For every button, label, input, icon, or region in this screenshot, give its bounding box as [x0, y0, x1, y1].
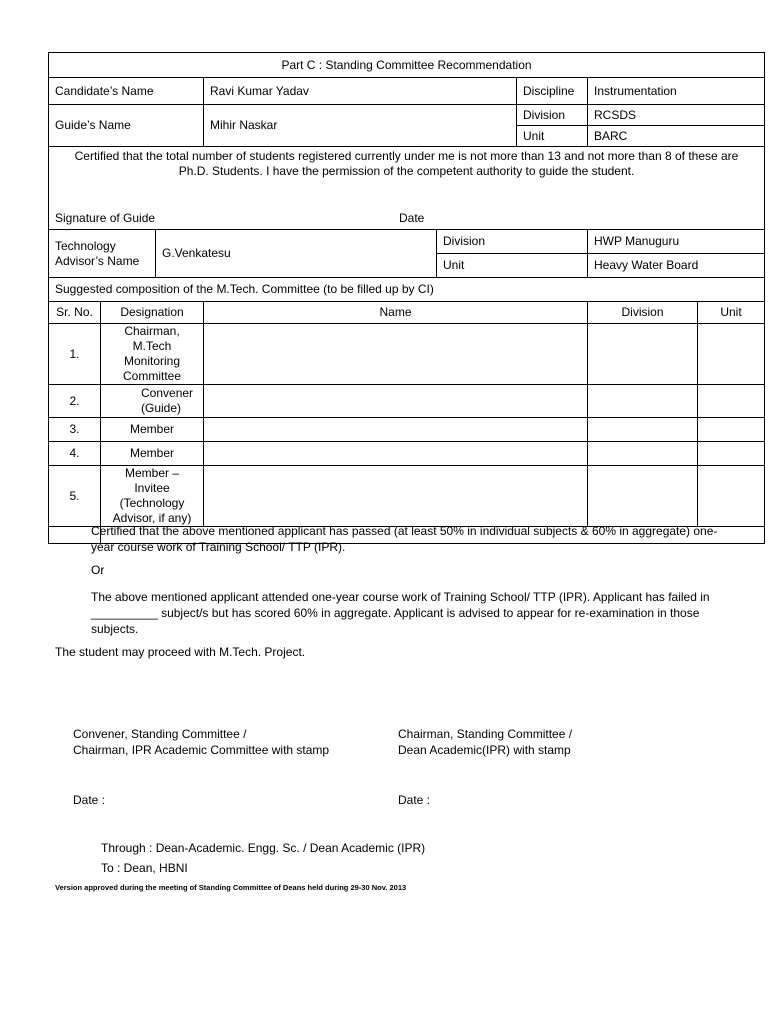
- row-designation: Chairman, M.Tech Monitoring Committee: [101, 324, 204, 385]
- column-header-division: Division: [588, 302, 698, 324]
- row-designation: Convener (Guide): [101, 385, 204, 418]
- tech-advisor-unit-value: Heavy Water Board: [588, 254, 765, 278]
- row-division-cell[interactable]: [588, 418, 698, 442]
- row-division-cell[interactable]: [588, 324, 698, 385]
- certification-block: [49, 147, 765, 230]
- form-title: Part C : Standing Committee Recommendation: [49, 53, 765, 78]
- row-designation: Member: [101, 418, 204, 442]
- left-signature-line2: Chairman, IPR Academic Committee with stamp: [73, 743, 330, 757]
- row-sr-no: 5.: [49, 466, 101, 527]
- right-signature-line1: Chairman, Standing Committee /: [398, 727, 573, 741]
- guide-unit-value: BARC: [588, 126, 765, 147]
- tech-advisor-division-value: HWP Manuguru: [588, 230, 765, 254]
- row-name-cell[interactable]: [204, 385, 588, 418]
- row-unit-cell[interactable]: [698, 442, 765, 466]
- right-signature-title: [398, 726, 572, 758]
- row-name-cell[interactable]: [204, 418, 588, 442]
- certification-text: Certified that the total number of students registered currently under me is not more than 13 and not more than 8 of these are Ph.D. Students. I have the permission of the competent authority to guide the student.: [74, 149, 739, 178]
- committee-composition-label: Suggested composition of the M.Tech. Committee (to be filled up by CI): [49, 278, 765, 302]
- right-date-label: Date :: [398, 793, 431, 807]
- row-sr-no: 1.: [49, 324, 101, 385]
- version-note: Version approved during the meeting of Standing Committee of Deans held during 29-30 Nov. 2013: [55, 883, 407, 892]
- guide-name-label: Guide’s Name: [49, 105, 204, 147]
- failed-certification-text: The above mentioned applicant attended one-year course work of Training School/ TTP (IPR). Applicant has failed in __________ subject/s but has scored 60% in aggregate. Applicant is advised to appear for re-examination in those subjects.: [91, 590, 710, 636]
- guide-division-label: Division: [517, 105, 588, 126]
- row-designation: Member – Invitee (Technology Advisor, if any): [101, 466, 204, 527]
- tech-advisor-label: Technology Advisor’s Name: [49, 230, 156, 278]
- guide-division-value: RCSDS: [588, 105, 765, 126]
- tech-advisor-value: G.Venkatesu: [156, 230, 437, 278]
- discipline-label: Discipline: [517, 78, 588, 105]
- row-sr-no: 2.: [49, 385, 101, 418]
- row-designation: Member: [101, 442, 204, 466]
- row-sr-no: 3.: [49, 418, 101, 442]
- table-row: [49, 466, 765, 527]
- table-row: [49, 385, 765, 418]
- left-signature-line1: Convener, Standing Committee /: [73, 727, 247, 741]
- through-text: Through : Dean-Academic. Engg. Sc. / Dean Academic (IPR): [101, 841, 426, 855]
- row-name-cell[interactable]: [204, 466, 588, 527]
- table-row: [49, 442, 765, 466]
- signature-of-guide-label: Signature of Guide: [55, 211, 156, 225]
- tech-advisor-unit-label: Unit: [437, 254, 588, 278]
- column-header-unit: Unit: [698, 302, 765, 324]
- row-division-cell[interactable]: [588, 385, 698, 418]
- row-unit-cell[interactable]: [698, 418, 765, 442]
- column-header-designation: Designation: [101, 302, 204, 324]
- or-text: Or: [91, 563, 105, 577]
- passed-certification-text: Certified that the above mentioned applicant has passed (at least 50% in individual subjects & 60% in aggregate) one-year course work of Training School/ TTP (IPR).: [91, 524, 718, 554]
- row-unit-cell[interactable]: [698, 385, 765, 418]
- column-header-name: Name: [204, 302, 588, 324]
- candidate-name-value: Ravi Kumar Yadav: [204, 78, 517, 105]
- guide-unit-label: Unit: [517, 126, 588, 147]
- row-name-cell[interactable]: [204, 324, 588, 385]
- committee-recommendation-table: [48, 52, 765, 544]
- discipline-value: Instrumentation: [588, 78, 765, 105]
- tech-advisor-division-label: Division: [437, 230, 588, 254]
- left-signature-title: [73, 726, 329, 758]
- row-division-cell[interactable]: [588, 466, 698, 527]
- row-name-cell[interactable]: [204, 442, 588, 466]
- row-unit-cell[interactable]: [698, 466, 765, 527]
- to-text: To : Dean, HBNI: [101, 861, 188, 875]
- guide-date-label: Date: [399, 211, 425, 225]
- column-header-sr-no: Sr. No.: [49, 302, 101, 324]
- row-sr-no: 4.: [49, 442, 101, 466]
- right-signature-line2: Dean Academic(IPR) with stamp: [398, 743, 571, 757]
- guide-name-value: Mihir Naskar: [204, 105, 517, 147]
- table-row: [49, 418, 765, 442]
- left-date-label: Date :: [73, 793, 106, 807]
- candidate-name-label: Candidate’s Name: [49, 78, 204, 105]
- table-row: [49, 324, 765, 385]
- row-division-cell[interactable]: [588, 442, 698, 466]
- proceed-text: The student may proceed with M.Tech. Project.: [55, 645, 306, 659]
- row-unit-cell[interactable]: [698, 324, 765, 385]
